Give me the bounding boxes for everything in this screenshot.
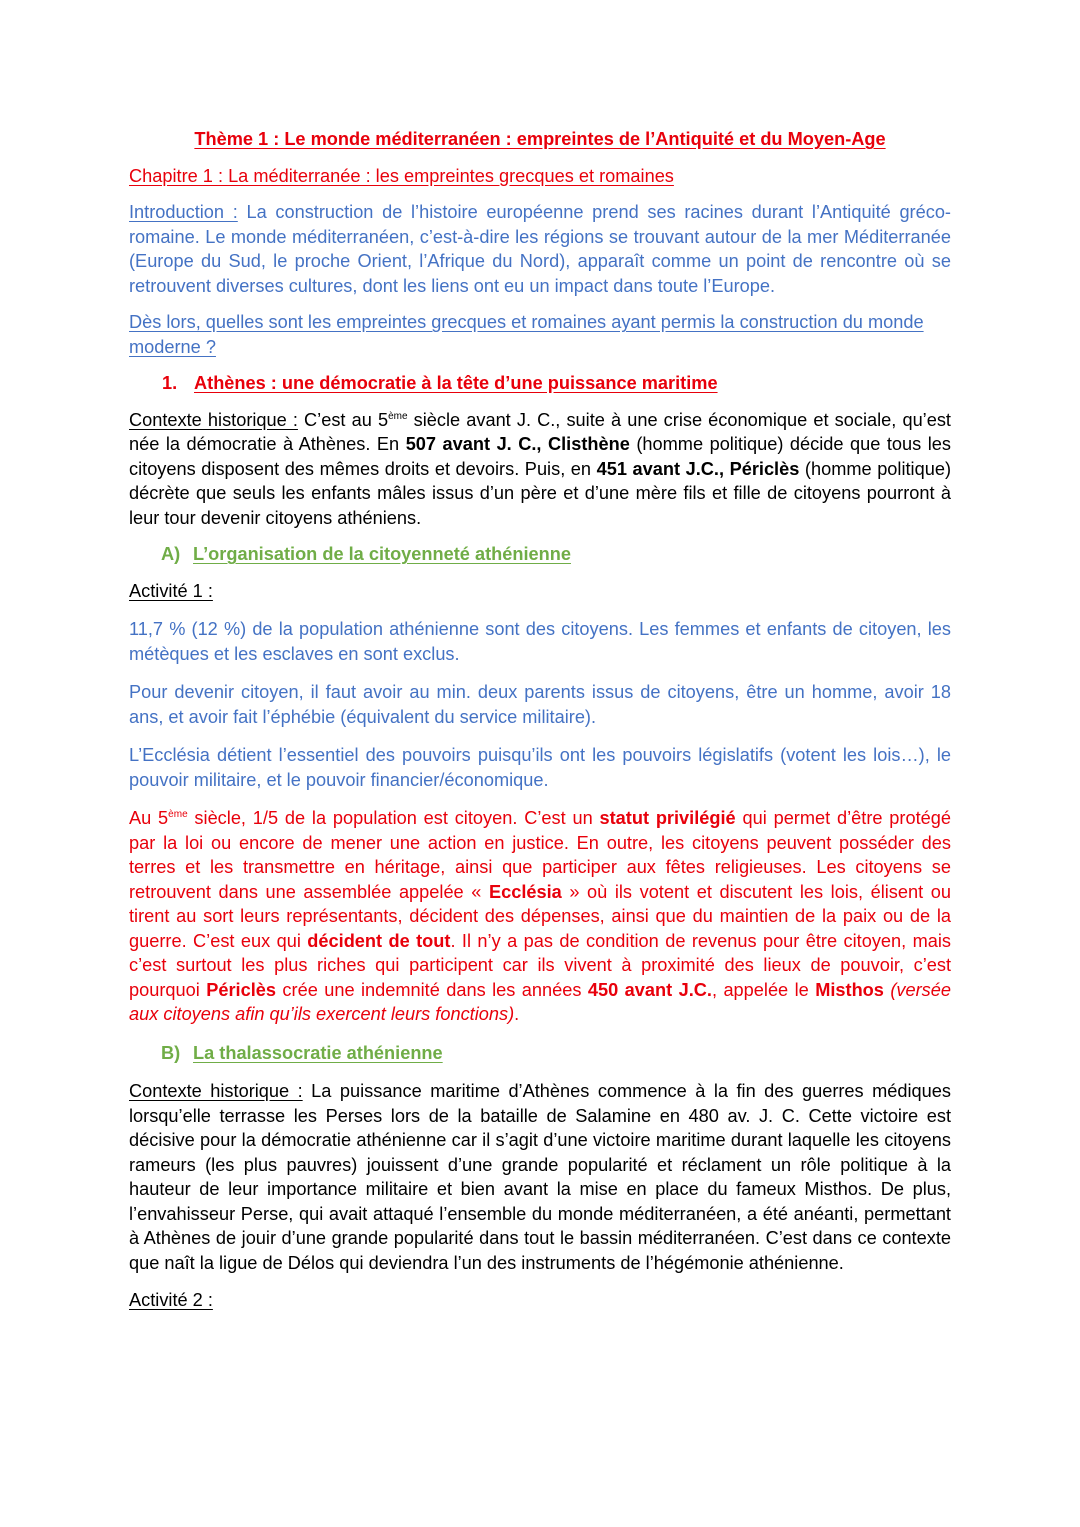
context-1-text: (homme politique) décide que tous les citoyens disposent des mêmes droits et devoirs. Puis, en xyxy=(129,434,951,479)
context-1-label: Contexte historique : xyxy=(129,409,298,430)
subsection-a-heading xyxy=(129,542,951,567)
summary-italic: (versée aux citoyens afin qu’ils exercent leurs fonctions) xyxy=(129,979,951,1024)
summary-sup: ème xyxy=(168,808,188,820)
theme-title: Thème 1 : Le monde méditerranéen : empreintes de l’Antiquité et du Moyen-Age xyxy=(194,129,886,149)
summary-text: . xyxy=(514,1004,520,1024)
subsection-a-letter: A) xyxy=(161,544,181,564)
summary-bold: décident de tout xyxy=(307,930,451,951)
summary-text: » où ils votent et discutent les lois, élisent ou tirent au sort leurs représentants, décident des dépenses, ainsi que du maintien de la paix ou de la guerre. C’est eux qui xyxy=(129,881,951,951)
summary-text: qui permet d’être protégé par la loi ou encore de mener une action en justice. En outre, les citoyens peuvent posséder des terres et les transmettre en héritage, ainsi que participer aux fêtes religieuses. Les citoyens se retrouvent dans une assemblée appelée « xyxy=(129,808,951,902)
context-1-bold: 451 avant J.C., Périclès xyxy=(596,458,800,479)
context-1-text: C’est au 5 xyxy=(297,409,389,430)
context-2-paragraph xyxy=(129,1079,951,1275)
section-1-title: Athènes : une démocratie à la tête d’une puissance maritime xyxy=(194,373,718,393)
section-1-number: 1. xyxy=(162,373,178,393)
summary-text: Au 5 xyxy=(129,808,169,828)
activity-1-answer: L’Ecclésia détient l’essentiel des pouvoirs puisqu’ils ont les pouvoirs législatifs (votent les lois…), le pouvoir militaire, et le pouvoir financier/économique. xyxy=(129,745,951,790)
activity-1-answer: 11,7 % (12 %) de la population athénienne sont des citoyens. Les femmes et enfants de citoyen, les métèques et les esclaves en sont exclus. xyxy=(129,619,951,664)
section-1-heading xyxy=(129,371,951,396)
introduction-text: La construction de l’histoire européenne prend ses racines durant l’Antiquité gréco-romaine. Le monde méditerranéen, c’est-à-dire les régions se trouvant autour de la mer Méditerranée (Europe du Sud, le proche Orient, l’Afrique du Nord), apparaît comme un point de rencontre où se retrouvent diverses cultures, dont les liens ont eu un impact dans toute l’Europe. xyxy=(129,202,951,296)
summary-bold: 450 avant J.C. xyxy=(587,979,712,1000)
summary-text: , appelée le xyxy=(711,979,816,1000)
summary-text: . Il n’y a pas de condition de revenus pour être citoyen, mais c’est surtout les plus riches qui participent car ils vivent à proximité des lieux de pouvoir, c’est pourquoi xyxy=(129,930,951,1000)
subsection-b-heading xyxy=(129,1041,951,1066)
context-2-label: Contexte historique : xyxy=(129,1081,303,1101)
summary-text: siècle, 1/5 de la population est citoyen. C’est un xyxy=(187,808,600,828)
context-1-text: siècle avant J. C., suite à une crise économique et sociale, qu’est née la démocratie à Athènes. En xyxy=(129,409,951,454)
summary-bold: Misthos xyxy=(815,979,884,1000)
document-page xyxy=(129,127,951,1313)
activity-1-answer: Pour devenir citoyen, il faut avoir au min. deux parents issus de citoyens, être un homme, avoir 18 ans, et avoir fait l’éphébie (équivalent du service militaire). xyxy=(129,682,951,727)
problematic-question: Dès lors, quelles sont les empreintes grecques et romaines ayant permis la construction du monde moderne ? xyxy=(129,312,924,357)
summary-bold: statut privilégié xyxy=(599,808,736,828)
summary-bold: Ecclésia xyxy=(488,881,562,902)
activity-1-label: Activité 1 : xyxy=(129,580,213,601)
context-1-bold: 507 avant J. C., Clisthène xyxy=(405,434,630,454)
context-1-text: (homme politique) décrète que seuls les enfants mâles issus d’un père et d’une mère fils et fille de citoyens pourront à leur tour devenir citoyens athéniens. xyxy=(129,458,951,528)
introduction-label: Introduction : xyxy=(129,202,238,222)
summary-bold: Périclès xyxy=(206,979,276,1000)
context-2-text: La puissance maritime d’Athènes commence à la fin des guerres médiques lorsqu’elle terrasse les Perses lors de la bataille de Salamine en 480 av. J. C. Cette victoire est décisive pour la démocratie athénienne car il s’agit d’une victoire maritime durant laquelle les citoyens rameurs (les plus pauvres) jouissent d’une grande popularité et réclament un rôle politique à la hauteur de leur importance militaire et bien avant la mise en place du fameux Misthos. De plus, l’envahisseur Perse, qui avait attaqué l’ensemble du monde méditerranéen, a été anéanti, permettant à Athènes de jouir d’une grande popularité dans tout le bassin méditerranéen. C’est dans ce contexte que naît la ligue de Délos qui deviendra l’un des instruments de l’hégémonie athénienne. xyxy=(129,1081,951,1273)
summary-text: crée une indemnité dans les années xyxy=(276,979,588,1000)
subsection-b-letter: B) xyxy=(161,1042,181,1063)
activity-2-label: Activité 2 : xyxy=(129,1290,213,1310)
introduction-paragraph xyxy=(129,200,951,298)
subsection-a-title: L’organisation de la citoyenneté athénienne xyxy=(193,544,571,564)
context-1-paragraph xyxy=(129,408,951,531)
chapter-title: Chapitre 1 : La méditerranée : les empreintes grecques et romaines xyxy=(129,165,674,186)
subsection-b-title: La thalassocratie athénienne xyxy=(193,1042,443,1063)
summary-paragraph xyxy=(129,806,951,1027)
context-1-sup: ème xyxy=(388,410,408,422)
